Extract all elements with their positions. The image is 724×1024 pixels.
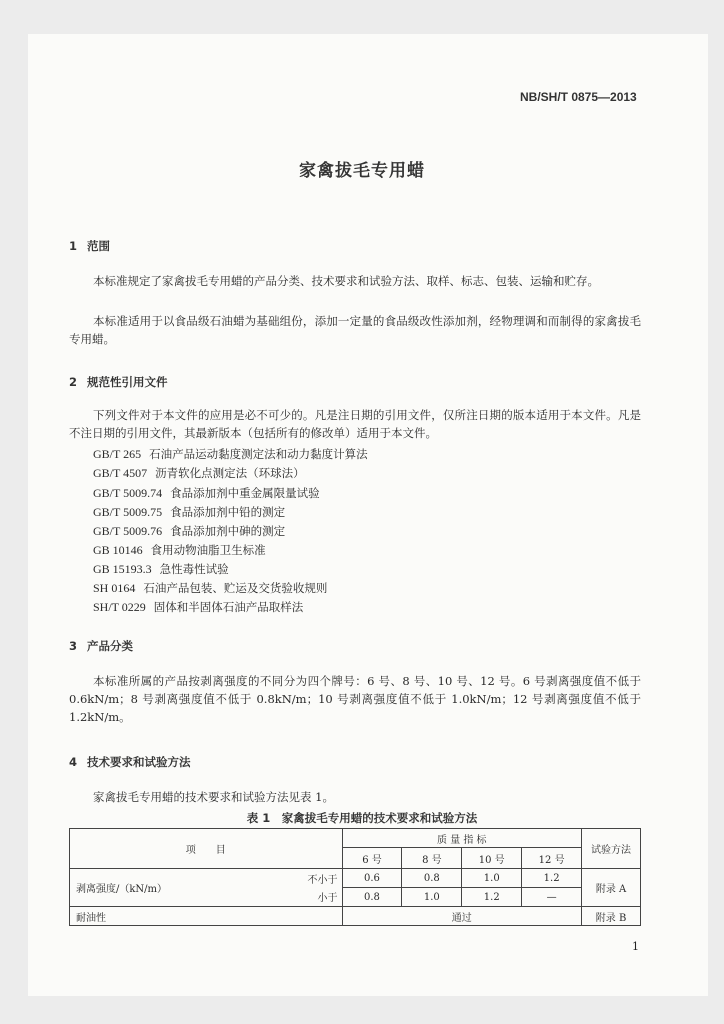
item-header: 项 目 [70,829,343,869]
section-title: 产品分类 [87,639,133,653]
section-number: 1 [69,239,78,253]
reference-item: GB/T 5009.76 食品添加剂中砷的测定 [93,524,286,538]
table-cell: 1.2 [522,869,582,888]
section-heading-scope [69,238,110,254]
table-cell: 1.2 [462,888,522,907]
reference-item: SH 0164 石油产品包装、贮运及交货验收规则 [93,581,328,595]
method-header: 试验方法 [582,829,641,869]
document-title: 家禽拔毛专用蜡 [299,161,425,181]
table-cell: 1.0 [402,888,462,907]
table-cell: 0.8 [402,869,462,888]
scope-paragraph-2: 本标准适用于以食品级石油蜡为基础组份，添加一定量的食品级改性添加剂，经物理调和而制得的家禽拔毛专用蜡。 [69,314,641,346]
max-label: 小于 [288,888,342,907]
classification-paragraph: 本标准所属的产品按剥离强度的不同分为四个牌号：6 号、8 号、10 号、12 号。6 号剥离强度值不低于 0.6kN/m；8 号剥离强度值不低于 0.8kN/m；10 号剥离强度值不低于 1.0kN/m；12 号剥离强度值不低于 1.2kN/m。 [69,674,641,724]
reference-item: SH/T 0229 固体和半固体石油产品取样法 [93,600,304,614]
normative-intro: 下列文件对于本文件的应用是必不可少的。凡是注日期的引用文件，仅所注日期的版本适用于本文件。凡是不注日期的引用文件，其最新版本（包括所有的修改单）适用于本文件。 [69,408,641,440]
standard-number: NB/SH/T 0875—2013 [520,90,637,104]
section-number: 3 [69,639,78,653]
scope-paragraph-1: 本标准规定了家禽拔毛专用蜡的产品分类、技术要求和试验方法、取样、标志、包装、运输和贮存。 [93,274,599,288]
section-number: 4 [69,755,78,769]
min-label: 不小于 [288,869,342,888]
quality-header: 质 量 指 标 [342,829,582,848]
table-cell: — [522,888,582,907]
page-number: 1 [632,940,639,953]
section-heading-tech [69,754,191,770]
reference-item: GB/T 265 石油产品运动黏度测定法和动力黏度计算法 [93,447,368,461]
spec-table [69,828,641,926]
section-heading-classification [69,638,133,654]
oil-resistance-label: 耐油性 [70,907,343,926]
reference-item: GB/T 4507 沥青软化点测定法（环球法） [93,466,305,480]
grade-header: 6 号 [342,848,402,869]
table-caption: 表 1 家禽拔毛专用蜡的技术要求和试验方法 [246,811,478,825]
tech-paragraph: 家禽拔毛专用蜡的技术要求和试验方法见表 1。 [93,790,334,804]
peel-strength-label: 剥离强度/（kN/m） [70,869,289,907]
section-title: 范围 [87,239,110,253]
table-cell: 1.0 [462,869,522,888]
oil-resistance-value: 通过 [342,907,582,926]
table-cell: 0.6 [342,869,402,888]
grade-header: 12 号 [522,848,582,869]
reference-item: GB/T 5009.75 食品添加剂中铅的测定 [93,505,286,519]
reference-item: GB/T 5009.74 食品添加剂中重金属限量试验 [93,486,320,500]
section-heading-normative [69,374,168,390]
peel-method: 附录 A [582,869,641,907]
table-cell: 0.8 [342,888,402,907]
section-title: 规范性引用文件 [87,375,168,389]
oil-method: 附录 B [582,907,641,926]
reference-item: GB 10146 食用动物油脂卫生标准 [93,543,266,557]
grade-header: 10 号 [462,848,522,869]
grade-header: 8 号 [402,848,462,869]
reference-item: GB 15193.3 急性毒性试验 [93,562,229,576]
section-number: 2 [69,375,78,389]
section-title: 技术要求和试验方法 [87,755,191,769]
